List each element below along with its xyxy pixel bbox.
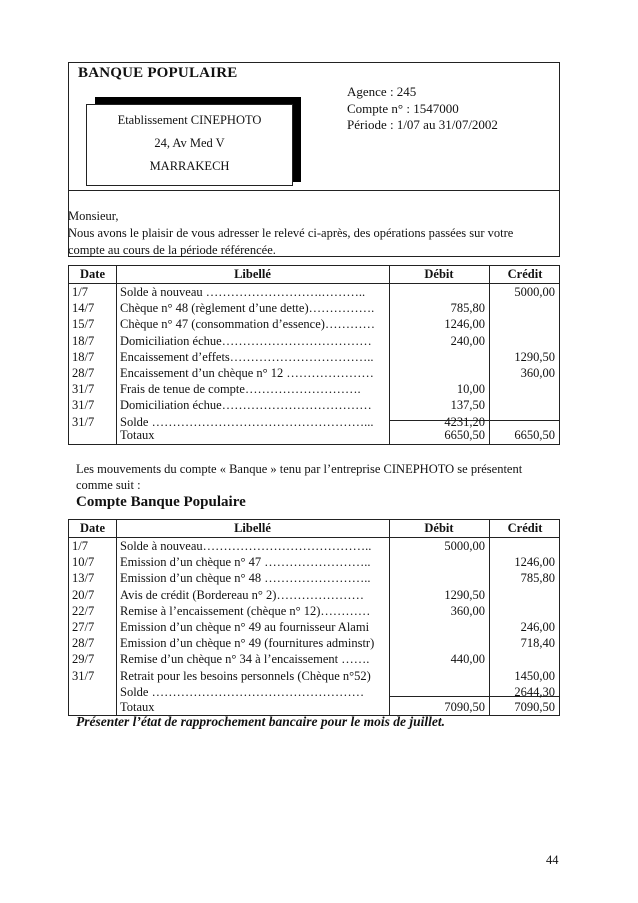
account-number: Compte n° : 1547000 [347,100,459,116]
row-label: Domiciliation échue……………………………… [120,333,372,348]
column-header-debit: Débit [424,521,454,535]
row-date: 14/7 [72,301,95,316]
row-label: Encaissement d’un chèque n° 12 ………………… [120,366,374,380]
row-debit: 360,00 [450,603,485,618]
row-credit: 2644,30 [514,684,555,699]
row-label: Emission d’un chèque n° 49 (fournitures adminstr) [120,636,375,651]
row-debit: 1290,50 [444,587,485,602]
column-header-credit: Crédit [507,267,543,281]
letter-line-1: Nous avons le plaisir de vous adresser le relevé ci-après, des opérations passées sur votre [68,226,514,240]
letter-salutation: Monsieur, [68,209,119,223]
row-label: Solde à nouveau………………………………….. [120,539,372,553]
row-label: Retrait pour les besoins personnels (Chèque n°52) [120,668,371,683]
header-separator [69,283,559,284]
row-date: 27/7 [72,620,95,634]
row-date: 18/7 [72,333,95,348]
row-debit: 1246,00 [444,317,485,332]
row-label: Avis de crédit (Bordereau n° 2)………………… [120,587,364,602]
column-header-credit: Crédit [507,521,543,535]
row-date: 31/7 [72,668,95,683]
row-date: 22/7 [72,603,95,618]
totals-debit: 6650,50 [444,428,485,442]
account-info [347,84,498,134]
row-credit: 718,40 [520,636,555,651]
agency-number: Agence : 245 [347,84,417,99]
row-label: Chèque n° 48 (règlement d’une dette)……………. [120,301,375,316]
address-line-company: Etablissement CINEPHOTO [117,113,262,127]
row-credit: 1290,50 [514,349,555,364]
letter-text [68,208,558,259]
row-date: 10/7 [72,555,95,570]
row-label: Encaissement d’effets…………………………….. [120,349,374,364]
column-header-date: Date [80,267,105,281]
column-separator [116,266,117,444]
row-credit: 360,00 [520,366,555,380]
totals-separator [389,420,559,421]
row-date: 31/7 [72,398,95,413]
address-line-city: MARRAKECH [149,159,230,173]
company-ledger-table [68,519,560,716]
row-label: Domiciliation échue……………………………… [120,398,372,413]
row-date: 13/7 [72,571,95,586]
row-credit: 5000,00 [514,285,555,299]
bank-name: BANQUE POPULAIRE [78,65,238,81]
intro-line-2: comme suit : [76,478,141,492]
exercise-question: Présenter l’état de rapprochement bancaire pour le mois de juillet. [76,714,445,729]
column-header-label: Libellé [234,521,271,535]
row-credit: 246,00 [520,620,555,634]
row-debit: 785,80 [450,301,485,316]
letter-line-2: compte au cours de la période référencée. [68,243,276,257]
intro-line-1: Les mouvements du compte « Banque » tenu par l’entreprise CINEPHOTO se présentent [76,462,523,476]
row-credit: 785,80 [520,571,555,586]
row-date: 1/7 [72,285,88,299]
row-debit: 240,00 [450,333,485,348]
totals-credit: 6650,50 [514,428,555,442]
header-separator [69,537,559,538]
row-date: 31/7 [72,414,95,429]
row-label: Emission d’un chèque n° 49 au fournisseur Alami [120,620,370,634]
row-date: 1/7 [72,539,88,553]
row-label: Emission d’un chèque n° 47 …………………….. [120,555,371,570]
column-header-date: Date [80,521,105,535]
bank-statement-table [68,265,560,445]
row-date: 20/7 [72,587,95,602]
row-date: 28/7 [72,636,95,651]
row-debit: 137,50 [450,398,485,413]
row-date: 18/7 [72,349,95,364]
row-label: Solde à nouveau ……………………….……….. [120,285,366,299]
row-date: 31/7 [72,382,95,397]
row-label: Frais de tenue de compte………………………. [120,382,361,397]
totals-debit: 7090,50 [444,700,485,714]
totals-separator [389,696,559,697]
page-number: 44 [546,853,559,867]
column-header-debit: Débit [424,267,454,281]
intro-paragraph [76,461,522,493]
row-credit: 1246,00 [514,555,555,570]
column-header-label: Libellé [234,267,271,281]
row-debit: 5000,00 [444,539,485,553]
section-title: Compte Banque Populaire [76,494,246,510]
row-label: Chèque n° 47 (consommation d’essence)………… [120,317,375,332]
row-debit: 10,00 [456,382,485,397]
row-credit: 1450,00 [514,668,555,683]
row-label: Solde ……………………………………………... [120,414,374,429]
statement-period: Période : 1/07 au 31/07/2002 [347,117,498,132]
totals-credit: 7090,50 [514,700,555,714]
column-separator [116,520,117,715]
row-label: Remise à l’encaissement (chèque n° 12)………… [120,603,371,618]
row-debit: 4231,20 [444,414,485,429]
row-debit: 440,00 [450,652,485,667]
row-label: Emission d’un chèque n° 48 …………………….. [120,571,371,586]
row-label: Solde …………………………………………… [120,684,365,699]
address-line-street: 24, Av Med V [154,136,225,150]
row-date: 29/7 [72,652,95,667]
row-date: 28/7 [72,366,95,380]
totals-label: Totaux [120,700,155,714]
row-date: 15/7 [72,317,95,332]
row-label: Remise d’un chèque n° 34 à l’encaissement ……. [120,652,370,667]
totals-label: Totaux [120,428,155,442]
address-box [86,104,293,186]
